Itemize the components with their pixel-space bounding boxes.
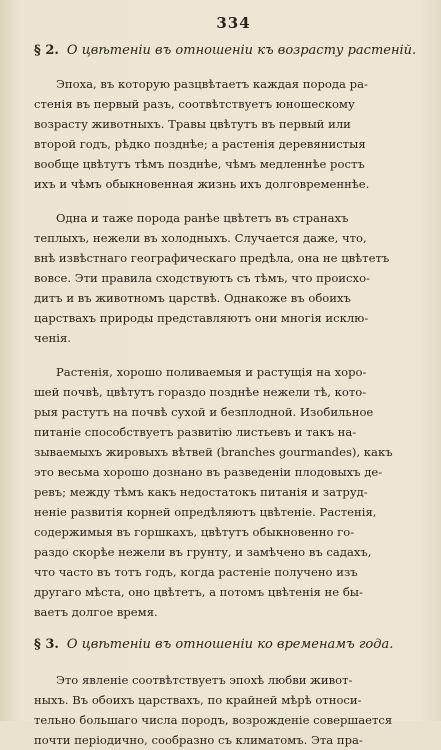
text-line: раздо скорѣе нежели въ грунту, и замѣчено въ садахъ, <box>34 545 372 559</box>
text-line: ихъ и чѣмъ обыкновенная жизнь ихъ долговременнѣе. <box>34 177 370 191</box>
text-line: неніе развитія корней опредѣляютъ цвѣтеніе. Растенія, <box>34 505 377 519</box>
text-line: Эпоха, въ которую разцвѣтаетъ каждая порода ра- <box>56 77 368 91</box>
text-line: ваетъ долгое время. <box>34 605 158 619</box>
section-block <box>34 636 425 750</box>
text-line: питаніе способствуетъ развитію листьевъ и такъ на- <box>34 425 357 439</box>
paragraph <box>34 670 425 750</box>
text-line: ревъ; между тѣмъ какъ недостатокъ питанія и затруд- <box>34 485 368 499</box>
text-line: рыя растутъ на почвѣ сухой и безплодной. Изобильное <box>34 405 374 419</box>
section-number: § 3. <box>34 637 59 652</box>
text-line: содержимыя въ горшкахъ, цвѣтутъ обыкновенно го- <box>34 525 355 539</box>
text-line: стенія въ первый разъ, соотвѣтствуетъ юношескому <box>34 97 355 111</box>
page-number: 334 <box>216 14 251 32</box>
section-title: О цвѣтеніи въ отношеніи къ возрасту растеній. <box>66 43 417 58</box>
section-heading <box>34 636 425 654</box>
text-line: царствахъ природы представляютъ они многія исклю- <box>34 311 369 325</box>
text-line: шей почвѣ, цвѣтутъ гораздо позднѣе нежели тѣ, кото- <box>34 385 367 399</box>
text-line: Это явленіе соотвѣтствуетъ эпохѣ любви живот- <box>56 673 353 687</box>
paragraph <box>34 362 425 622</box>
text-line: ныхъ. Въ обоихъ царствахъ, по крайней мѣрѣ относи- <box>34 693 362 707</box>
text-line: Одна и таже порода ранѣе цвѣтетъ въ странахъ <box>56 211 349 225</box>
paragraph <box>34 208 425 348</box>
text-line: другаго мѣста, оно цвѣтетъ, а потомъ цвѣтенія не бы- <box>34 585 363 599</box>
text-line: вовсе. Эти правила сходствуютъ съ тѣмъ, что происхо- <box>34 271 370 285</box>
text-line: Растенія, хорошо поливаемыя и растущія на хоро- <box>56 365 367 379</box>
text-line: зываемыхъ жировыхъ вѣтвей (branches gourmandes), какъ <box>34 445 393 459</box>
text-line: ченія. <box>34 331 71 345</box>
text-line: теплыхъ, нежели въ холодныхъ. Случается даже, что, <box>34 231 367 245</box>
section-number: § 2. <box>34 43 59 58</box>
text-line: вообще цвѣтутъ тѣмъ позднѣе, чѣмъ медленнѣе ростъ <box>34 157 365 171</box>
text-line: дитъ и въ животномъ царствѣ. Однакоже въ обоихъ <box>34 291 351 305</box>
section-heading <box>34 42 425 60</box>
text-line: возрасту животныхъ. Травы цвѣтутъ въ первый или <box>34 117 351 131</box>
text-line: тельно большаго числа породъ, возрожденіе совершается <box>34 713 393 727</box>
text-line: что часто въ тотъ годъ, когда растеніе получено изъ <box>34 565 358 579</box>
text-line: второй годъ, рѣдко позднѣе; а растенія деревянистыя <box>34 137 366 151</box>
text-line: почти періодично, сообразно съ климатомъ. Эта пра- <box>34 733 363 747</box>
text-line: внѣ извѣстнаго географическаго предѣла, она не цвѣтетъ <box>34 251 390 265</box>
paragraph <box>34 74 425 194</box>
section-title: О цвѣтеніи въ отношеніи ко временамъ года. <box>66 637 394 652</box>
text-line: это весьма хорошо дознано въ разведеніи плодовыхъ де- <box>34 465 383 479</box>
